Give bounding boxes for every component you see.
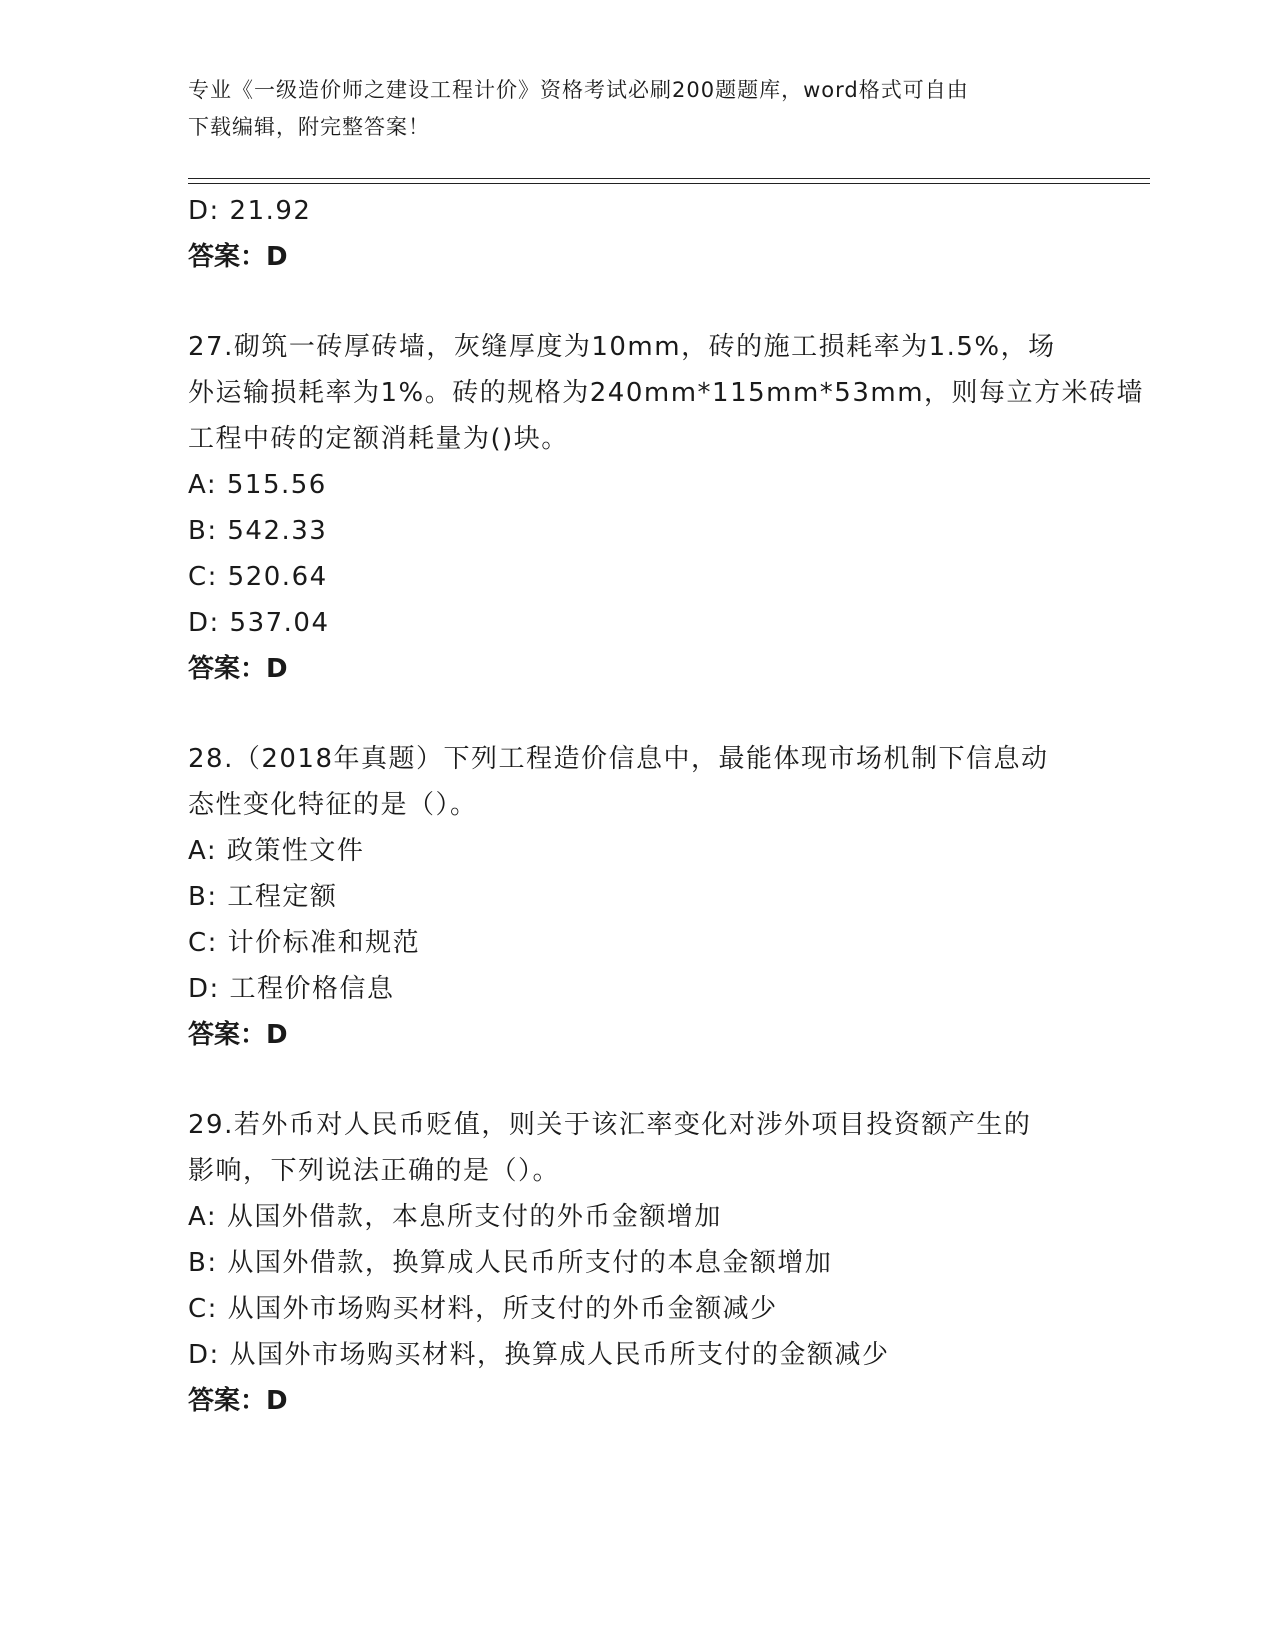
header-line-1: 专业《一级造价师之建设工程计价》资格考试必刷200题题库，word格式可自由 [188,78,969,102]
question-content [188,188,1145,1424]
question-stem: 工程中砖的定额消耗量为()块。 [188,424,569,454]
spacer [188,692,1088,736]
question-stem: 影响，下列说法正确的是（）。 [188,1156,561,1186]
question-stem: 27.砌筑一砖厚砖墙，灰缝厚度为10mm，砖的施工损耗率为1.5%，场 [188,332,1056,362]
header-rule-bottom [188,183,1150,184]
question-28 [188,736,1088,1058]
option-d: D: 21.92 [188,196,312,226]
header-line-2: 下载编辑，附完整答案！ [188,115,430,139]
question-29 [188,1102,1088,1424]
option-b: B: 542.33 [188,516,328,546]
option-b: B: 从国外借款，换算成人民币所支付的本息金额增加 [188,1248,833,1278]
option-c: C: 从国外市场购买材料，所支付的外币金额减少 [188,1294,778,1324]
question-stem: 外运输损耗率为1%。砖的规格为240mm*115mm*53mm，则每立方米砖墙 [188,378,1145,408]
answer: 答案：D [188,1386,288,1416]
answer: 答案：D [188,242,288,272]
spacer [188,1058,1088,1102]
option-d: D: 537.04 [188,608,330,638]
question-stem: 态性变化特征的是（）。 [188,790,478,820]
question-stem: 29.若外币对人民币贬值，则关于该汇率变化对涉外项目投资额产生的 [188,1110,1032,1140]
option-d: D: 工程价格信息 [188,974,395,1004]
option-c: C: 计价标准和规范 [188,928,421,958]
spacer [188,280,1088,324]
option-d: D: 从国外市场购买材料，换算成人民币所支付的金额减少 [188,1340,890,1370]
question-26-tail [188,188,1088,280]
question-stem: 28.（2018年真题）下列工程造价信息中，最能体现市场机制下信息动 [188,744,1049,774]
option-a: A: 515.56 [188,470,327,500]
header-rule-top [188,178,1150,179]
option-c: C: 520.64 [188,562,328,592]
question-27 [188,324,1145,692]
option-a: A: 从国外借款，本息所支付的外币金额增加 [188,1202,722,1232]
option-a: A: 政策性文件 [188,836,365,866]
answer: 答案：D [188,1020,288,1050]
page-header [188,72,1078,146]
option-b: B: 工程定额 [188,882,338,912]
answer: 答案：D [188,654,288,684]
